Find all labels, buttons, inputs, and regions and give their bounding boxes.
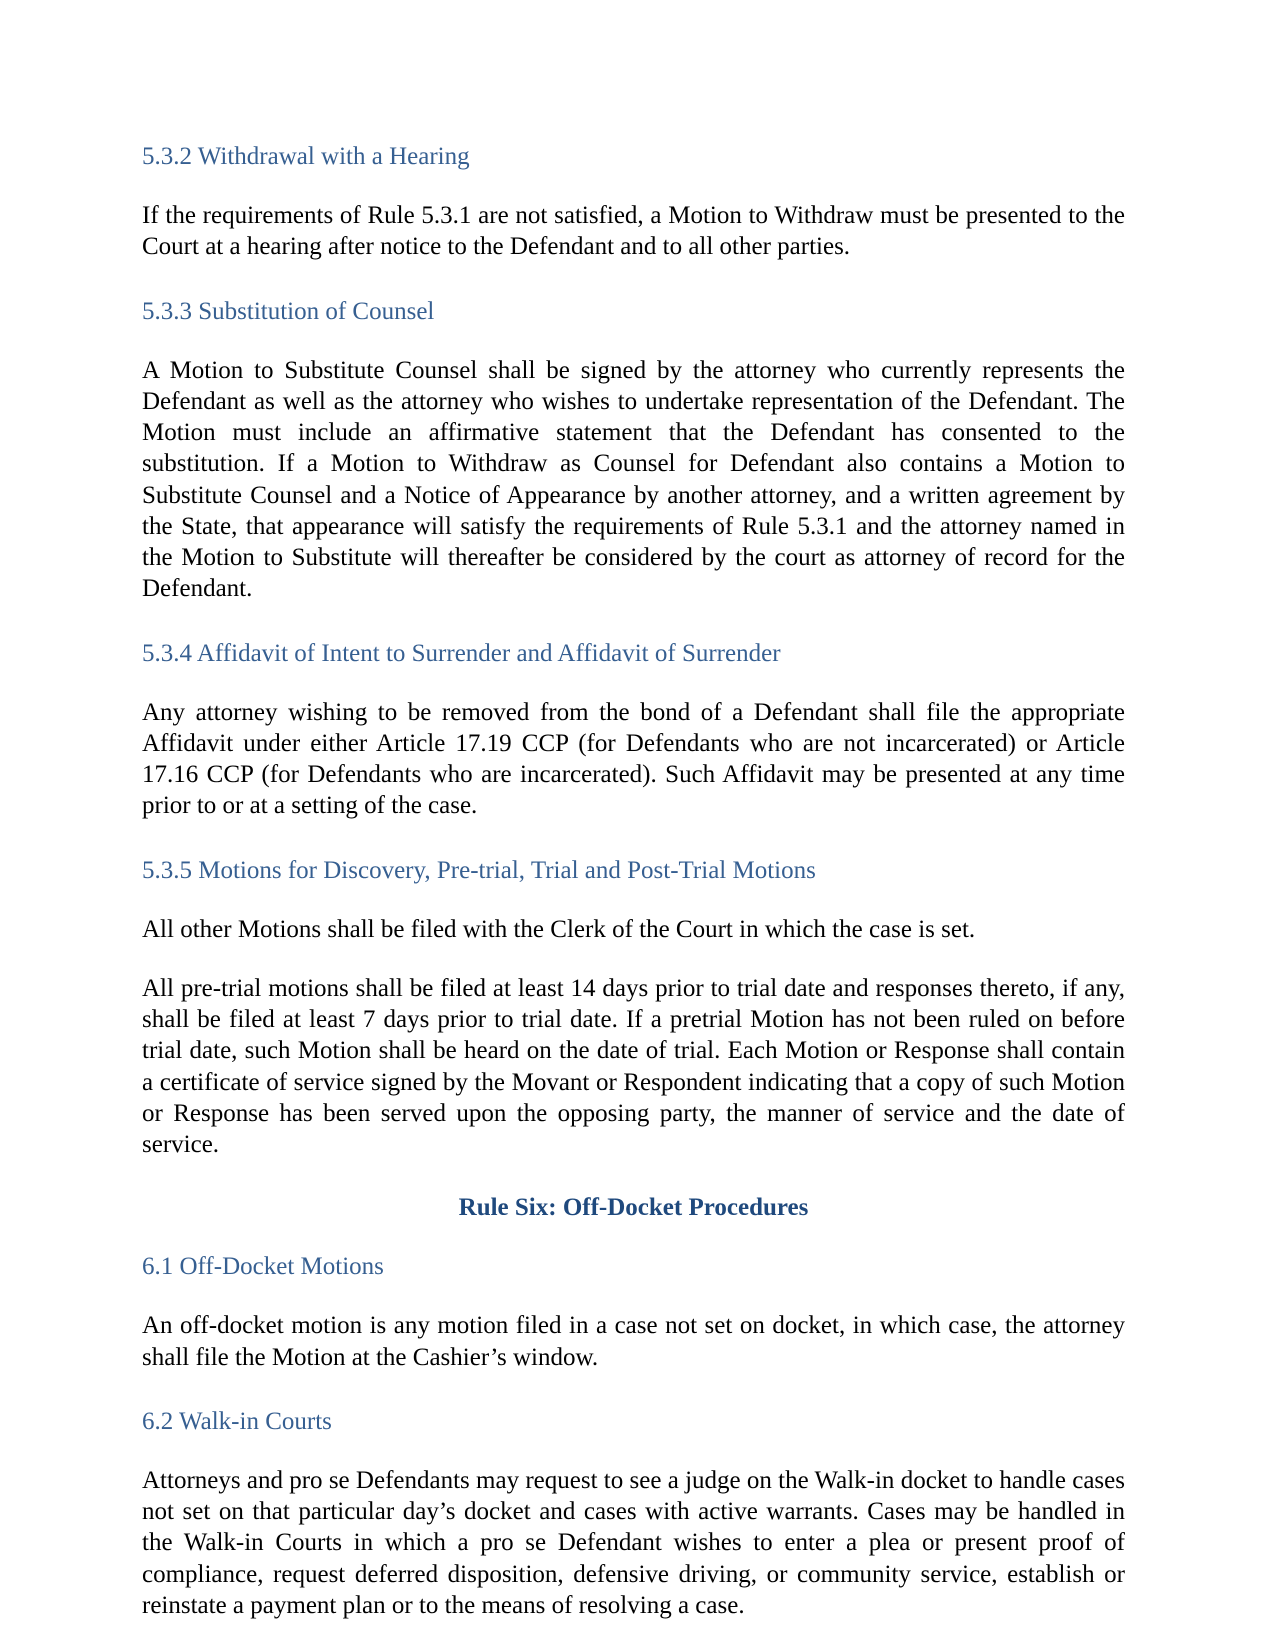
section-heading-5-3-5: 5.3.5 Motions for Discovery, Pre-trial, Trial and Post-Trial Motions bbox=[142, 856, 816, 884]
section-heading-6-2: 6.2 Walk-in Courts bbox=[142, 1407, 332, 1435]
section-heading-5-3-3: 5.3.3 Substitution of Counsel bbox=[142, 297, 435, 325]
paragraph-5-3-5-b: All pre-trial motions shall be filed at least 14 days prior to trial date and responses thereto, if any, shall be filed at least 7 days prior to trial date. If a pretrial Motion has not been ruled on before trial date, such Motion shall be heard on the date of trial. Each Motion or Response shall contain a certificate of service signed by the Movant or Respondent indicating that a copy of such Motion or Response has been served upon the opposing party, the manner of service and the date of service. bbox=[142, 974, 1125, 1158]
paragraph-5-3-3: A Motion to Substitute Counsel shall be signed by the attorney who currently represents the Defendant as well as the attorney who wishes to undertake representation of the Defendant. The Motion must include an affirmative statement that the Defendant has consented to the substitution. If a Motion to Withdraw as Counsel for Defendant also contains a Motion to Substitute Counsel and a Notice of Appearance by another attorney, and a written agreement by the State, that appearance will satisfy the requirements of Rule 5.3.1 and the attorney named in the Motion to Substitute will thereafter be considered by the court as attorney of record for the Defendant. bbox=[142, 356, 1125, 603]
paragraph-5-3-5-a: All other Motions shall be filed with the Clerk of the Court in which the case is set. bbox=[142, 915, 976, 943]
section-heading-5-3-4: 5.3.4 Affidavit of Intent to Surrender and Affidavit of Surrender bbox=[142, 639, 781, 667]
paragraph-5-3-4: Any attorney wishing to be removed from the bond of a Defendant shall file the appropriate Affidavit under either Article 17.19 CCP (for Defendants who are not incarcerated) or Article 17.16 CCP (for Defendants who are incarcerated). Such Affidavit may be presented at any time prior to or at a setting of the case. bbox=[142, 698, 1125, 820]
section-heading-5-3-2: 5.3.2 Withdrawal with a Hearing bbox=[142, 143, 470, 170]
paragraph-6-1: An off-docket motion is any motion filed in a case not set on docket, in which case, the attorney shall file the Motion at the Cashier’s window. bbox=[142, 1312, 1125, 1371]
section-heading-6-1: 6.1 Off-Docket Motions bbox=[142, 1253, 384, 1281]
paragraph-5-3-2: If the requirements of Rule 5.3.1 are not satisfied, a Motion to Withdraw must be presented to the Court at a hearing after notice to the Defendant and to all other parties. bbox=[142, 202, 1125, 261]
paragraph-6-2: Attorneys and pro se Defendants may request to see a judge on the Walk-in docket to handle cases not set on that particular day’s docket and cases with active warrants. Cases may be handled in the Walk-in Courts in which a pro se Defendant wishes to enter a plea or present proof of compliance, request deferred disposition, defensive driving, or community service, establish or reinstate a payment plan or to the means of resolving a case. bbox=[142, 1466, 1125, 1619]
rule-six-title: Rule Six: Off-Docket Procedures bbox=[458, 1194, 809, 1222]
